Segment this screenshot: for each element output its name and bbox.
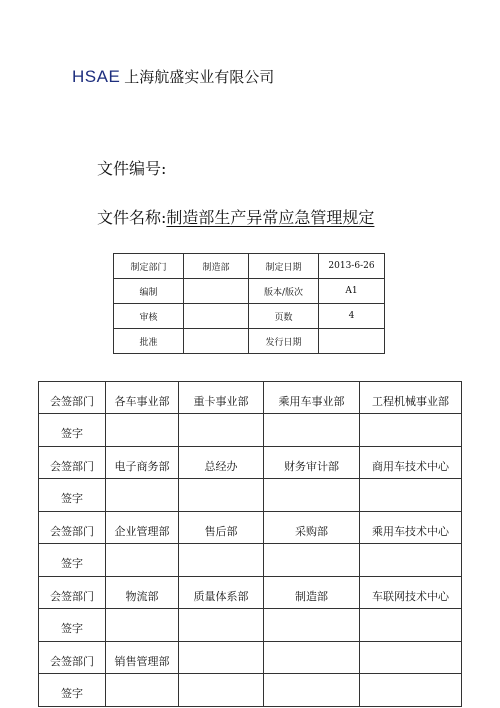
- info-value-cell: 4: [319, 304, 385, 329]
- info-label-cell: 制定部门: [114, 254, 184, 279]
- signature-cell: [360, 609, 462, 642]
- signature-cell: [106, 544, 179, 577]
- dept-cell: 各车事业部: [106, 382, 179, 414]
- signature-cell: [264, 674, 360, 707]
- dept-label-cell: 会签部门: [39, 642, 106, 674]
- dept-cell: 财务审计部: [264, 447, 360, 479]
- signature-cell: [106, 609, 179, 642]
- dept-cell: 采购部: [264, 512, 360, 544]
- signature-cell: [264, 544, 360, 577]
- signature-cell: [264, 479, 360, 512]
- info-value-cell: A1: [319, 279, 385, 304]
- dept-label-cell: 会签部门: [39, 447, 106, 479]
- company-header: [72, 66, 274, 87]
- document-name-field: [97, 205, 374, 228]
- dept-label-cell: 会签部门: [39, 382, 106, 414]
- dept-cell: 销售管理部: [106, 642, 179, 674]
- signature-cell: [106, 479, 179, 512]
- signoff-table: [38, 381, 462, 707]
- dept-row: [39, 382, 462, 414]
- document-number-label: 文件编号:: [97, 159, 167, 178]
- signature-cell: [179, 414, 264, 447]
- signature-row: [39, 609, 462, 642]
- table-row: [114, 304, 385, 329]
- dept-cell: 质量体系部: [179, 577, 264, 609]
- info-value-cell: 2013-6-26: [319, 254, 385, 279]
- table-row: [114, 254, 385, 279]
- signature-row: [39, 414, 462, 447]
- signature-cell: [179, 544, 264, 577]
- sign-label-cell: 签字: [39, 414, 106, 447]
- dept-label-cell: 会签部门: [39, 577, 106, 609]
- document-info-table: [113, 253, 385, 354]
- dept-cell: 电子商务部: [106, 447, 179, 479]
- info-value-cell: [184, 279, 249, 304]
- dept-label-cell: 会签部门: [39, 512, 106, 544]
- dept-row: [39, 447, 462, 479]
- table-row: [114, 329, 385, 354]
- signature-cell: [264, 609, 360, 642]
- info-label-cell: 编制: [114, 279, 184, 304]
- info-label-cell: 批准: [114, 329, 184, 354]
- company-logo-text: HSAE: [72, 67, 121, 86]
- info-label-cell: 审核: [114, 304, 184, 329]
- document-name-label: 文件名称:: [97, 208, 167, 227]
- info-label-cell: 页数: [249, 304, 319, 329]
- signature-cell: [264, 414, 360, 447]
- sign-label-cell: 签字: [39, 544, 106, 577]
- dept-cell: [264, 642, 360, 674]
- dept-cell: 工程机械事业部: [360, 382, 462, 414]
- info-value-cell: [319, 329, 385, 354]
- info-value-cell: [184, 304, 249, 329]
- dept-cell: 物流部: [106, 577, 179, 609]
- signature-row: [39, 544, 462, 577]
- dept-cell: 制造部: [264, 577, 360, 609]
- table-row: [114, 279, 385, 304]
- document-number-field: [97, 156, 166, 179]
- dept-row: [39, 642, 462, 674]
- signature-cell: [360, 674, 462, 707]
- signature-cell: [179, 674, 264, 707]
- signature-cell: [360, 544, 462, 577]
- dept-cell: 乘用车技术中心: [360, 512, 462, 544]
- dept-cell: 重卡事业部: [179, 382, 264, 414]
- signature-row: [39, 479, 462, 512]
- info-value-cell: [184, 329, 249, 354]
- signature-cell: [106, 674, 179, 707]
- dept-row: [39, 577, 462, 609]
- dept-cell: 乘用车事业部: [264, 382, 360, 414]
- signature-cell: [179, 609, 264, 642]
- dept-cell: 商用车技术中心: [360, 447, 462, 479]
- sign-label-cell: 签字: [39, 609, 106, 642]
- company-name: 上海航盛实业有限公司: [124, 68, 275, 86]
- dept-cell: 售后部: [179, 512, 264, 544]
- info-value-cell: 制造部: [184, 254, 249, 279]
- signature-row: [39, 674, 462, 707]
- signature-cell: [106, 414, 179, 447]
- dept-cell: [179, 642, 264, 674]
- signature-cell: [360, 479, 462, 512]
- dept-cell: 企业管理部: [106, 512, 179, 544]
- sign-label-cell: 签字: [39, 479, 106, 512]
- dept-cell: 总经办: [179, 447, 264, 479]
- info-label-cell: 发行日期: [249, 329, 319, 354]
- document-name-value: 制造部生产异常应急管理规定: [166, 208, 375, 227]
- info-label-cell: 版本/版次: [249, 279, 319, 304]
- sign-label-cell: 签字: [39, 674, 106, 707]
- signature-cell: [360, 414, 462, 447]
- info-label-cell: 制定日期: [249, 254, 319, 279]
- dept-cell: 车联网技术中心: [360, 577, 462, 609]
- signature-cell: [179, 479, 264, 512]
- dept-row: [39, 512, 462, 544]
- dept-cell: [360, 642, 462, 674]
